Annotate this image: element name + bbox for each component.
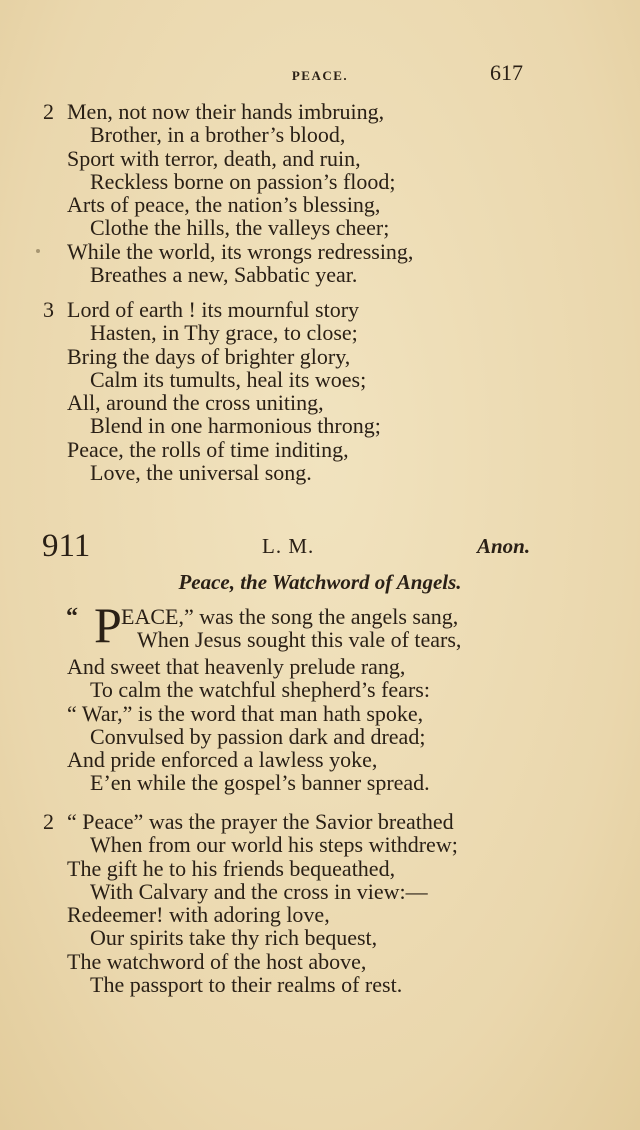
verse-line: “ Peace” was the prayer the Savior breathed xyxy=(67,809,454,834)
verse-line: All, around the cross uniting, xyxy=(67,390,324,416)
stanza-number: 2 xyxy=(43,99,54,124)
verse-line: Blend in one harmonious throng; xyxy=(90,413,381,439)
verse-line: EACE,” was the song the angels sang, xyxy=(121,604,459,629)
stanza-number: 2 xyxy=(43,809,54,834)
verse-line: Brother, in a brother’s blood, xyxy=(90,122,346,148)
verse-line: The gift he to his friends bequeathed, xyxy=(67,855,396,881)
verse-line: Bring the days of brighter glory, xyxy=(67,343,351,369)
hymn-header xyxy=(0,528,640,564)
verse-line: Redeemer! with adoring love, xyxy=(67,902,330,928)
stanza-1 xyxy=(0,655,640,795)
verse-line: The passport to their realms of rest. xyxy=(90,972,403,998)
verse-line: Arts of peace, the nation’s blessing, xyxy=(67,192,381,218)
verse-line: Calm its tumults, heal its woes; xyxy=(90,366,367,392)
opening-quote: “ xyxy=(66,604,78,630)
running-title: PEACE. xyxy=(291,68,349,83)
verse-line: E’en while the gospel’s banner spread. xyxy=(90,770,430,796)
verse-line: The watchword of the host above, xyxy=(67,948,367,974)
verse-line: Reckless borne on passion’s flood; xyxy=(90,168,396,194)
verse-line: Sport with terror, death, and ruin, xyxy=(67,145,361,171)
verse-line: And sweet that heavenly prelude rang, xyxy=(67,654,406,679)
stanza-2-prev xyxy=(0,100,640,286)
verse-line: When Jesus sought this vale of tears, xyxy=(137,627,462,652)
verse-line: Peace, the rolls of time inditing, xyxy=(67,436,349,462)
hymn-title: Peace, the Watchword of Angels. xyxy=(178,570,462,594)
verse-line: Breathes a new, Sabbatic year. xyxy=(90,262,358,288)
verse-line: Men, not now their hands imbruing, xyxy=(67,99,385,124)
verse-line: Hasten, in Thy grace, to close; xyxy=(90,320,358,346)
verse-line: When from our world his steps withdrew; xyxy=(90,832,458,858)
verse-line: While the world, its wrongs redressing, xyxy=(67,238,414,264)
page-number: 617 xyxy=(490,60,523,85)
drop-cap: P xyxy=(94,597,122,653)
verse-line: To calm the watchful shepherd’s fears: xyxy=(90,677,430,703)
hymn-number: 911 xyxy=(42,528,91,564)
verse-line: Our spirits take thy rich bequest, xyxy=(90,925,378,951)
verse-line: “ War,” is the word that man hath spoke, xyxy=(67,700,424,726)
stanza-3-prev xyxy=(0,298,640,484)
verse-line: Lord of earth ! its mournful story xyxy=(67,297,360,322)
verse-line: Love, the universal song. xyxy=(90,460,312,486)
hymn-author: Anon. xyxy=(477,534,531,558)
stanza-number: 3 xyxy=(43,297,54,322)
verse-line: With Calvary and the cross in view:— xyxy=(90,878,428,904)
verse-line: Clothe the hills, the valleys cheer; xyxy=(90,215,390,241)
verse-line: Convulsed by passion dark and dread; xyxy=(90,723,426,749)
stanza-2 xyxy=(0,810,640,996)
hymn-meter: L. M. xyxy=(262,534,315,558)
verse-line: And pride enforced a lawless yoke, xyxy=(67,747,378,773)
stanza-1-opening xyxy=(0,597,640,653)
